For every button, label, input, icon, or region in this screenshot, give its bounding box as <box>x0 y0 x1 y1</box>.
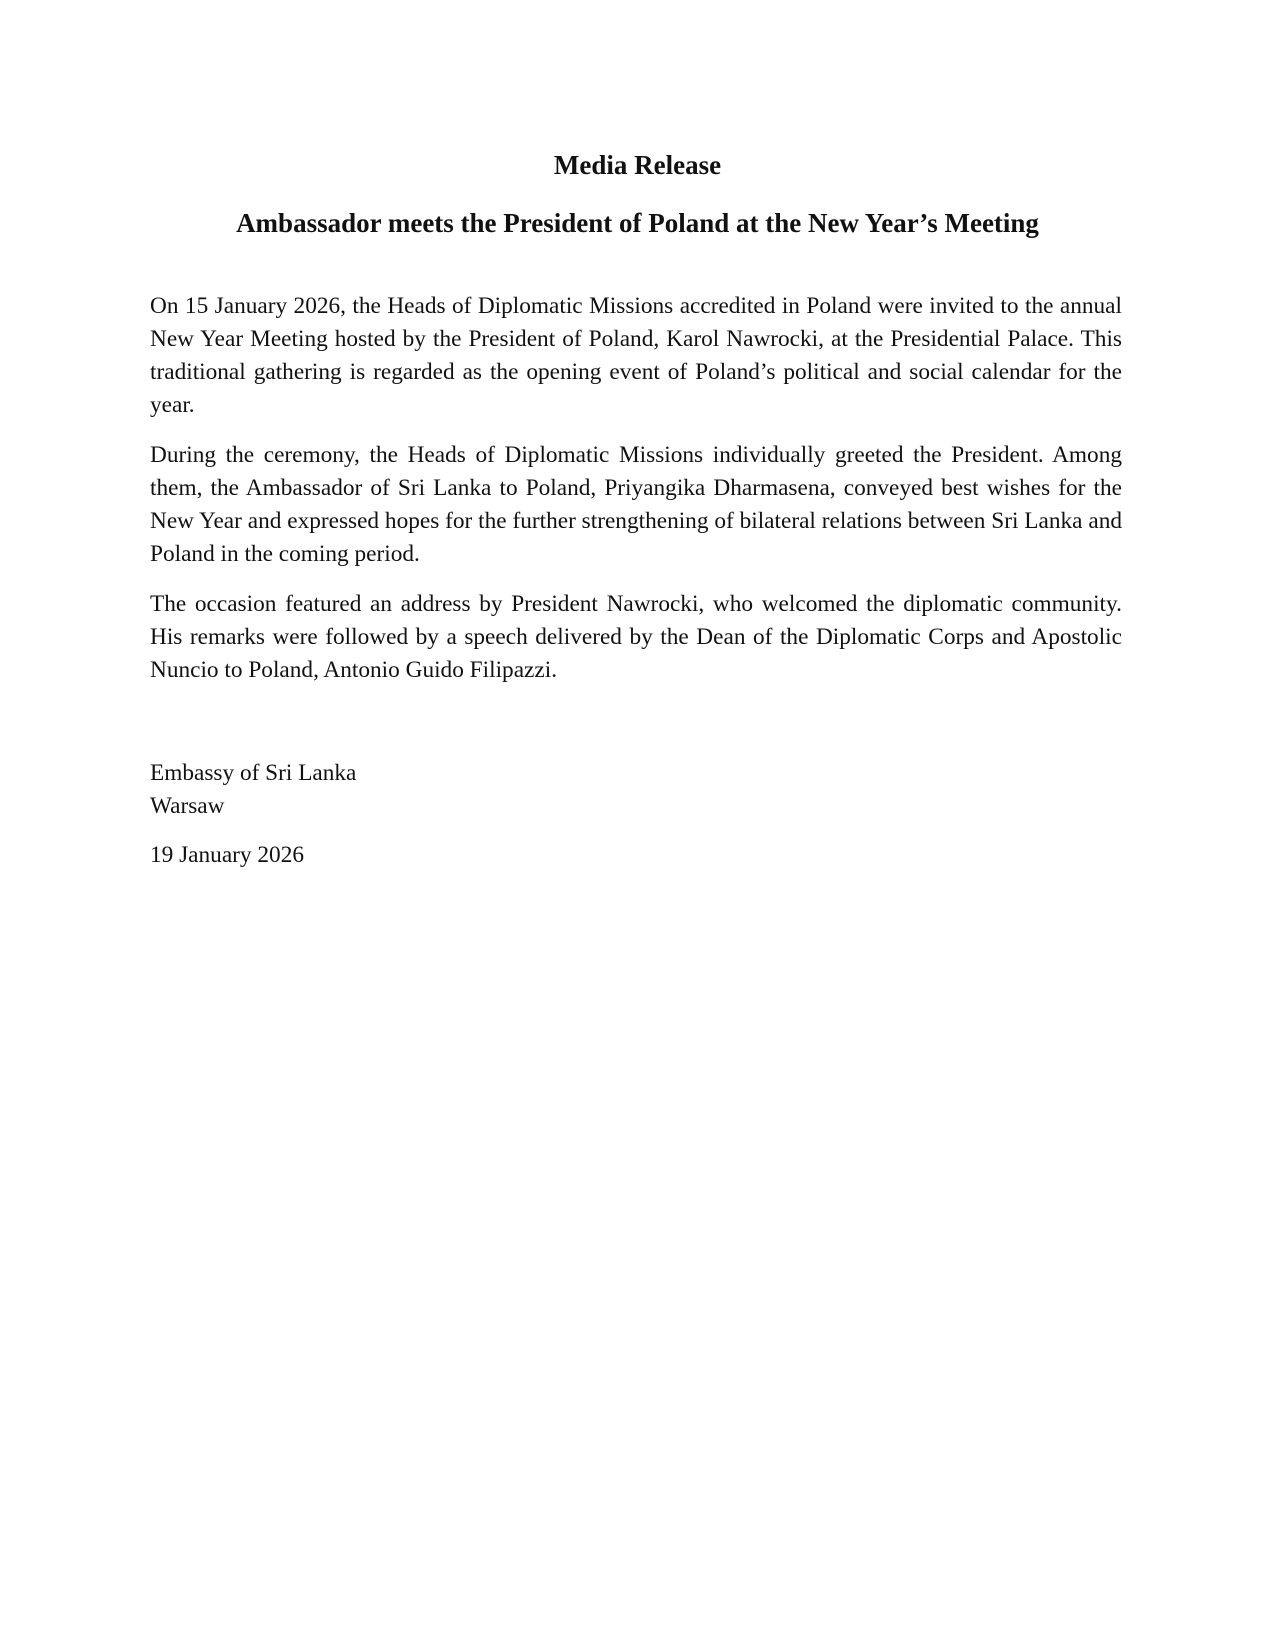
body-paragraph: On 15 January 2026, the Heads of Diplomatic Missions accredited in Poland were invited to the annual New Year Meeting hosted by the President of Poland, Karol Nawrocki, at the Presidential Palace. This traditional gathering is regarded as the opening event of Poland’s political and social calendar for the year. <box>150 293 1122 418</box>
document-title: Media Release <box>553 150 722 180</box>
signature-block <box>150 757 356 823</box>
body-paragraph: During the ceremony, the Heads of Diplomatic Missions individually greeted the President. Among them, the Ambassador of Sri Lanka to Poland, Priyangika Dharmasena, conveyed best wishes for the New Year and expressed hopes for the further strengthening of bilateral relations between Sri Lanka and Poland in the coming period. <box>150 442 1122 567</box>
signature-city: Warsaw <box>150 793 225 819</box>
body-paragraph: The occasion featured an address by President Nawrocki, who welcomed the diplomatic community. His remarks were followed by a speech delivered by the Dean of the Diplomatic Corps and Apostolic Nuncio to Poland, Antonio Guido Filipazzi. <box>150 591 1122 683</box>
document-subtitle: Ambassador meets the President of Poland at the New Year’s Meeting <box>236 208 1039 238</box>
document-body <box>150 290 1122 704</box>
signature-organization: Embassy of Sri Lanka <box>150 760 357 786</box>
release-date: 19 January 2026 <box>150 842 304 868</box>
